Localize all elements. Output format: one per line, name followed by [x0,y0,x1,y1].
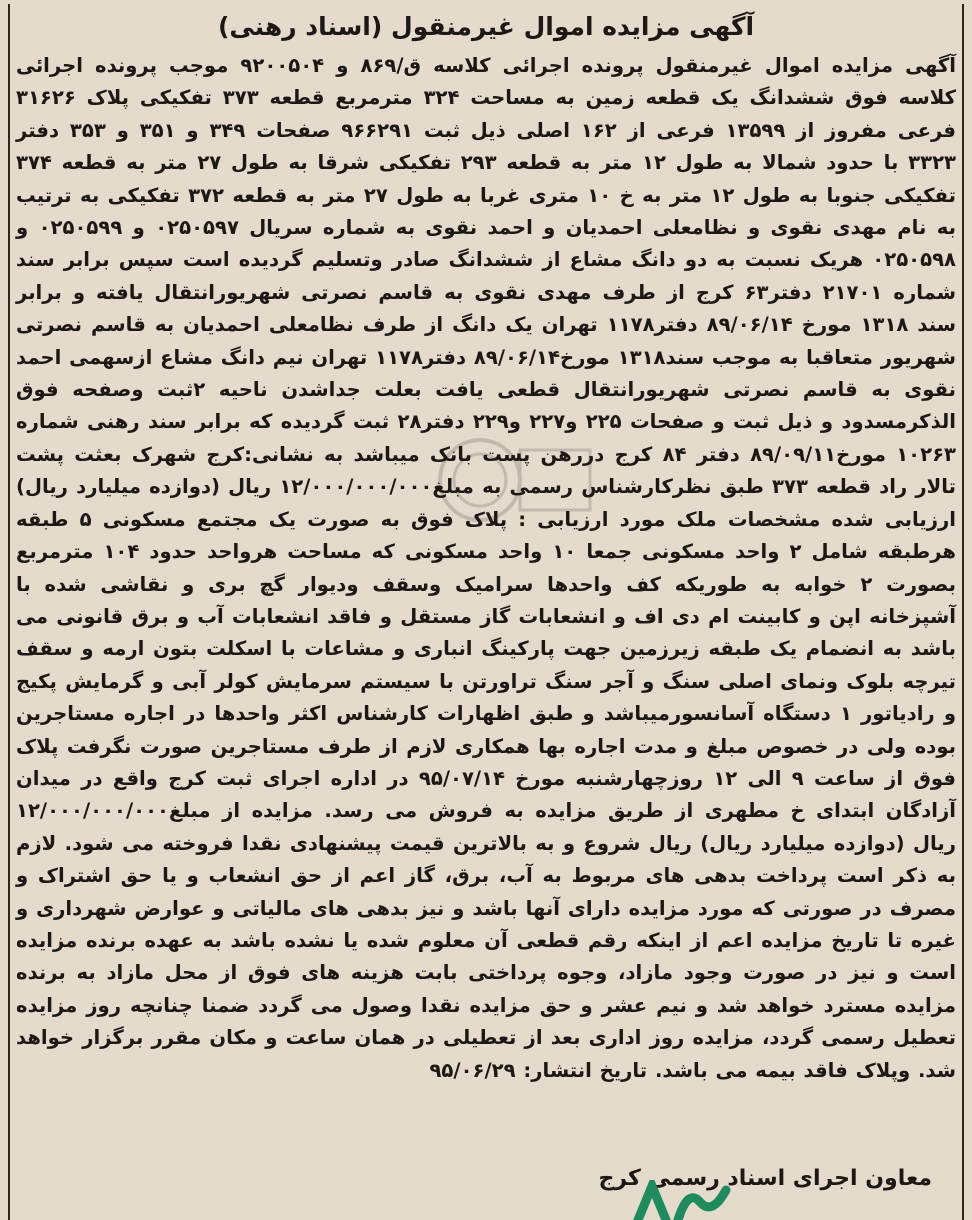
green-stamp-mark-icon [630,1180,740,1220]
signature-line: معاون اجرای اسناد رسمی کرج [598,1166,932,1191]
notice-title: آگهی مزایده اموال غیرمنقول (اسناد رهنی) [217,12,755,41]
notice-body: آگهی مزایده اموال غیرمنقول پرونده اجرائی کلاسه ق/۸۶۹ و ۹۲۰۰۵۰۴ موجب پرونده اجرائی کلاسه فوق ششدانگ یک قطعه زمین به مساحت ۳۲۴ مترمربع قطعه ۳۷۳ تفکیکی پلاک ۳۱۶۲۶ فرعی مفروز از ۱۳۵۹۹ فرعی از ۱۶۲ اصلی ذیل ثبت ۹۶۶۲۹۱ صفحات ۳۴۹ و ۳۵۱ و ۳۵۳ دفتر ۳۳۲۳ با حدود شمالا به طول ۱۲ متر به قطعه ۲۹۳ تفکیکی شرقا به طول ۲۷ متر به قطعه ۳۷۴ تفکیکی جنوبا به طول ۱۲ متر به خ ۱۰ متری غربا به طول ۲۷ متر به قطعه ۳۷۲ تفکیکی به ترتیب به نام مهدی نقوی و نظامعلی احمدیان و احمد نقوی به شماره سریال ۰۲۵۰۵۹۷ و ۰۲۵۰۵۹۹ و ۰۲۵۰۵۹۸ هریک نسبت به دو دانگ مشاع از ششدانگ صادر وتسلیم گردیده است سپس برابر سند شماره ۲۱۷۰۱ دفتر۶۳ کرج از طرف مهدی نقوی به قاسم نصرتی شهریورانتقال یافته و برابر سند ۱۳۱۸ مورخ ۸۹/۰۶/۱۴ دفتر۱۱۷۸ تهران یک دانگ از طرف نظامعلی احمدیان به قاسم نصرتی شهریور متعاقبا به موجب سند۱۳۱۸ مورخ۸۹/۰۶/۱۴ دفتر۱۱۷۸ تهران نیم دانگ مشاع ازسهمی احمد نقوی به قاسم نصرتی شهریورانتقال قطعی یافت بعلت جداشدن ناحیه ۲ثبت وصفحه فوق الذکرمسدود و ذیل ثبت و صفحات ۲۲۵ و۲۲۷ و۲۲۹ دفتر۲۸ ثبت گردیده که برابر سند رهنی شماره ۱۰۲۶۳ مورخ۸۹/۰۹/۱۱ دفتر ۸۴ کرج دررهن پست بانک میباشد به نشانی:کرج شهرک بعثت پشت تالار راد قطعه ۳۷۳ طبق نظرکارشناس رسمی به مبلغ۱۲/۰۰۰/۰۰۰/۰۰۰ ریال (دوازده میلیارد ریال) ارزیابی شده مشخصات ملک مورد ارزیابی : پلاک فوق به صورت یک مجتمع مسکونی ۵ طبقه هرطبقه شامل ۲ واحد مسکونی جمعا ۱۰ واحد مسکونی که مساحت هرواحد حدود ۱۰۴ مترمربع بصورت ۲ خوابه به طوریکه کف واحدها سرامیک وسقف ودیوار گچ بری و نقاشی شده با آشپزخانه اپن و کابینت ام دی اف و انشعابات گاز مستقل و فاقد انشعابات آب و برق قانونی می باشد به انضمام یک طبقه زیرزمین جهت پارکینگ انباری و مشاعات با اسکلت بتون ارمه و سقف تیرچه بلوک ونمای اصلی سنگ و آجر سنگ تراورتن با سیستم سرمایش کولر آبی و گرمایش پکیج و رادیاتور ۱ دستگاه آسانسورمیباشد و طبق اظهارات کارشناس اکثر واحدها در اجاره مستاجرین بوده ولی در خصوص مبلغ و مدت اجاره بها همکاری لازم از طرف مستاجرین صورت نگرفت پلاک فوق از ساعت ۹ الی ۱۲ روزچهارشنبه مورخ ۹۵/۰۷/۱۴ در اداره اجرای ثبت کرج واقع در میدان آزادگان ابتدای خ مطهری از طریق مزایده به فروش می رسد. مزایده از مبلغ۱۲/۰۰۰/۰۰۰/۰۰۰ ریال (دوازده میلیارد ریال) ریال شروع و به بالاترین قیمت پیشنهادی نقدا فروخته می شود. لازم به ذکر است پرداخت بدهی های مربوط به آب، برق، گاز اعم از حق انشعاب و یا حق اشتراک و مصرف در صورتی که مورد مزایده دارای آنها باشد و نیز بدهی های مالیاتی و عوارض شهرداری و غیره تا تاریخ مزایده اعم از اینکه رقم قطعی آن معلوم شده یا نشده باشد به عهده برنده مزایده است و نیز در صورت وجود مازاد، وجوه پرداختی بابت هزینه های فوق از محل مازاد به برنده مزایده مسترد خواهد شد و نیم عشر و حق مزایده نقدا وصول می گردد ضمنا چنانچه روز مزایده تعطیل رسمی گردد، مزایده روز اداری بعد از تعطیلی در همان ساعت و مکان مقرر برگزار خواهد شد. وپلاک فاقد بیمه می باشد. تاریخ انتشار: ۹۵/۰۶/۲۹ [16,54,957,1082]
watermark-logo-icon [420,430,600,530]
